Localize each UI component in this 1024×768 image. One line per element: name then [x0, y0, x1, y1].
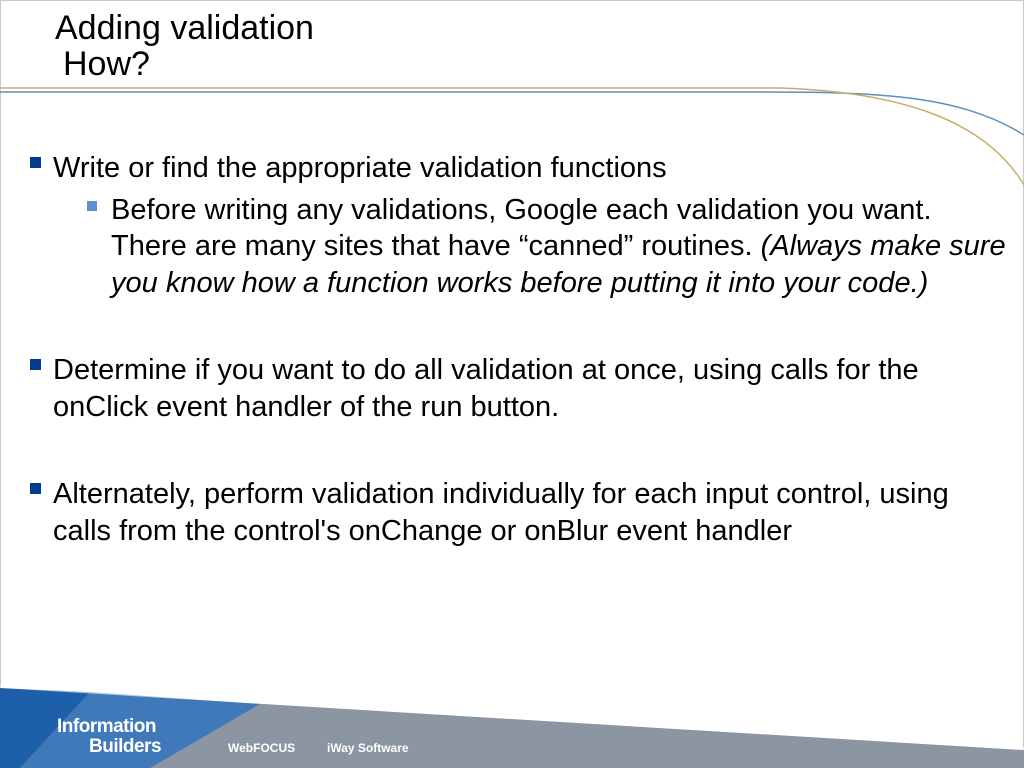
slide-title: [55, 10, 314, 82]
square-bullet-icon: [87, 201, 97, 211]
bullet-text: Alternately, perform validation individually for each input control, using calls from the control's onChange or onBlur event handler: [53, 478, 949, 547]
product-name-webfocus: WebFOCUS: [228, 741, 296, 755]
product-name-iway: iWay Software: [327, 741, 409, 755]
company-logo-line-2: Builders: [89, 736, 162, 757]
bullet-item: [30, 352, 1010, 425]
title-line-1: Adding validation: [55, 9, 314, 47]
square-bullet-icon: [30, 359, 41, 370]
bullet-item: [30, 150, 1010, 187]
company-logo-line-1: Information: [57, 716, 156, 737]
sub-bullet-italic-note: (Always make sure you know how a function works before putting it into your code.): [111, 230, 1006, 299]
sub-bullet-item: [87, 192, 1010, 302]
square-bullet-icon: [30, 483, 41, 494]
title-line-2: How?: [63, 45, 150, 83]
sub-bullet-text: Before writing any validations, Google each validation you want. There are many sites that have “canned” routines.: [111, 193, 932, 262]
square-bullet-icon: [30, 157, 41, 168]
bullet-item: [30, 476, 1010, 549]
bullet-list: [30, 150, 1010, 549]
bullet-text: Write or find the appropriate validation functions: [53, 152, 667, 184]
bullet-text: Determine if you want to do all validation at once, using calls for the onClick event handler of the run button.: [53, 354, 919, 423]
